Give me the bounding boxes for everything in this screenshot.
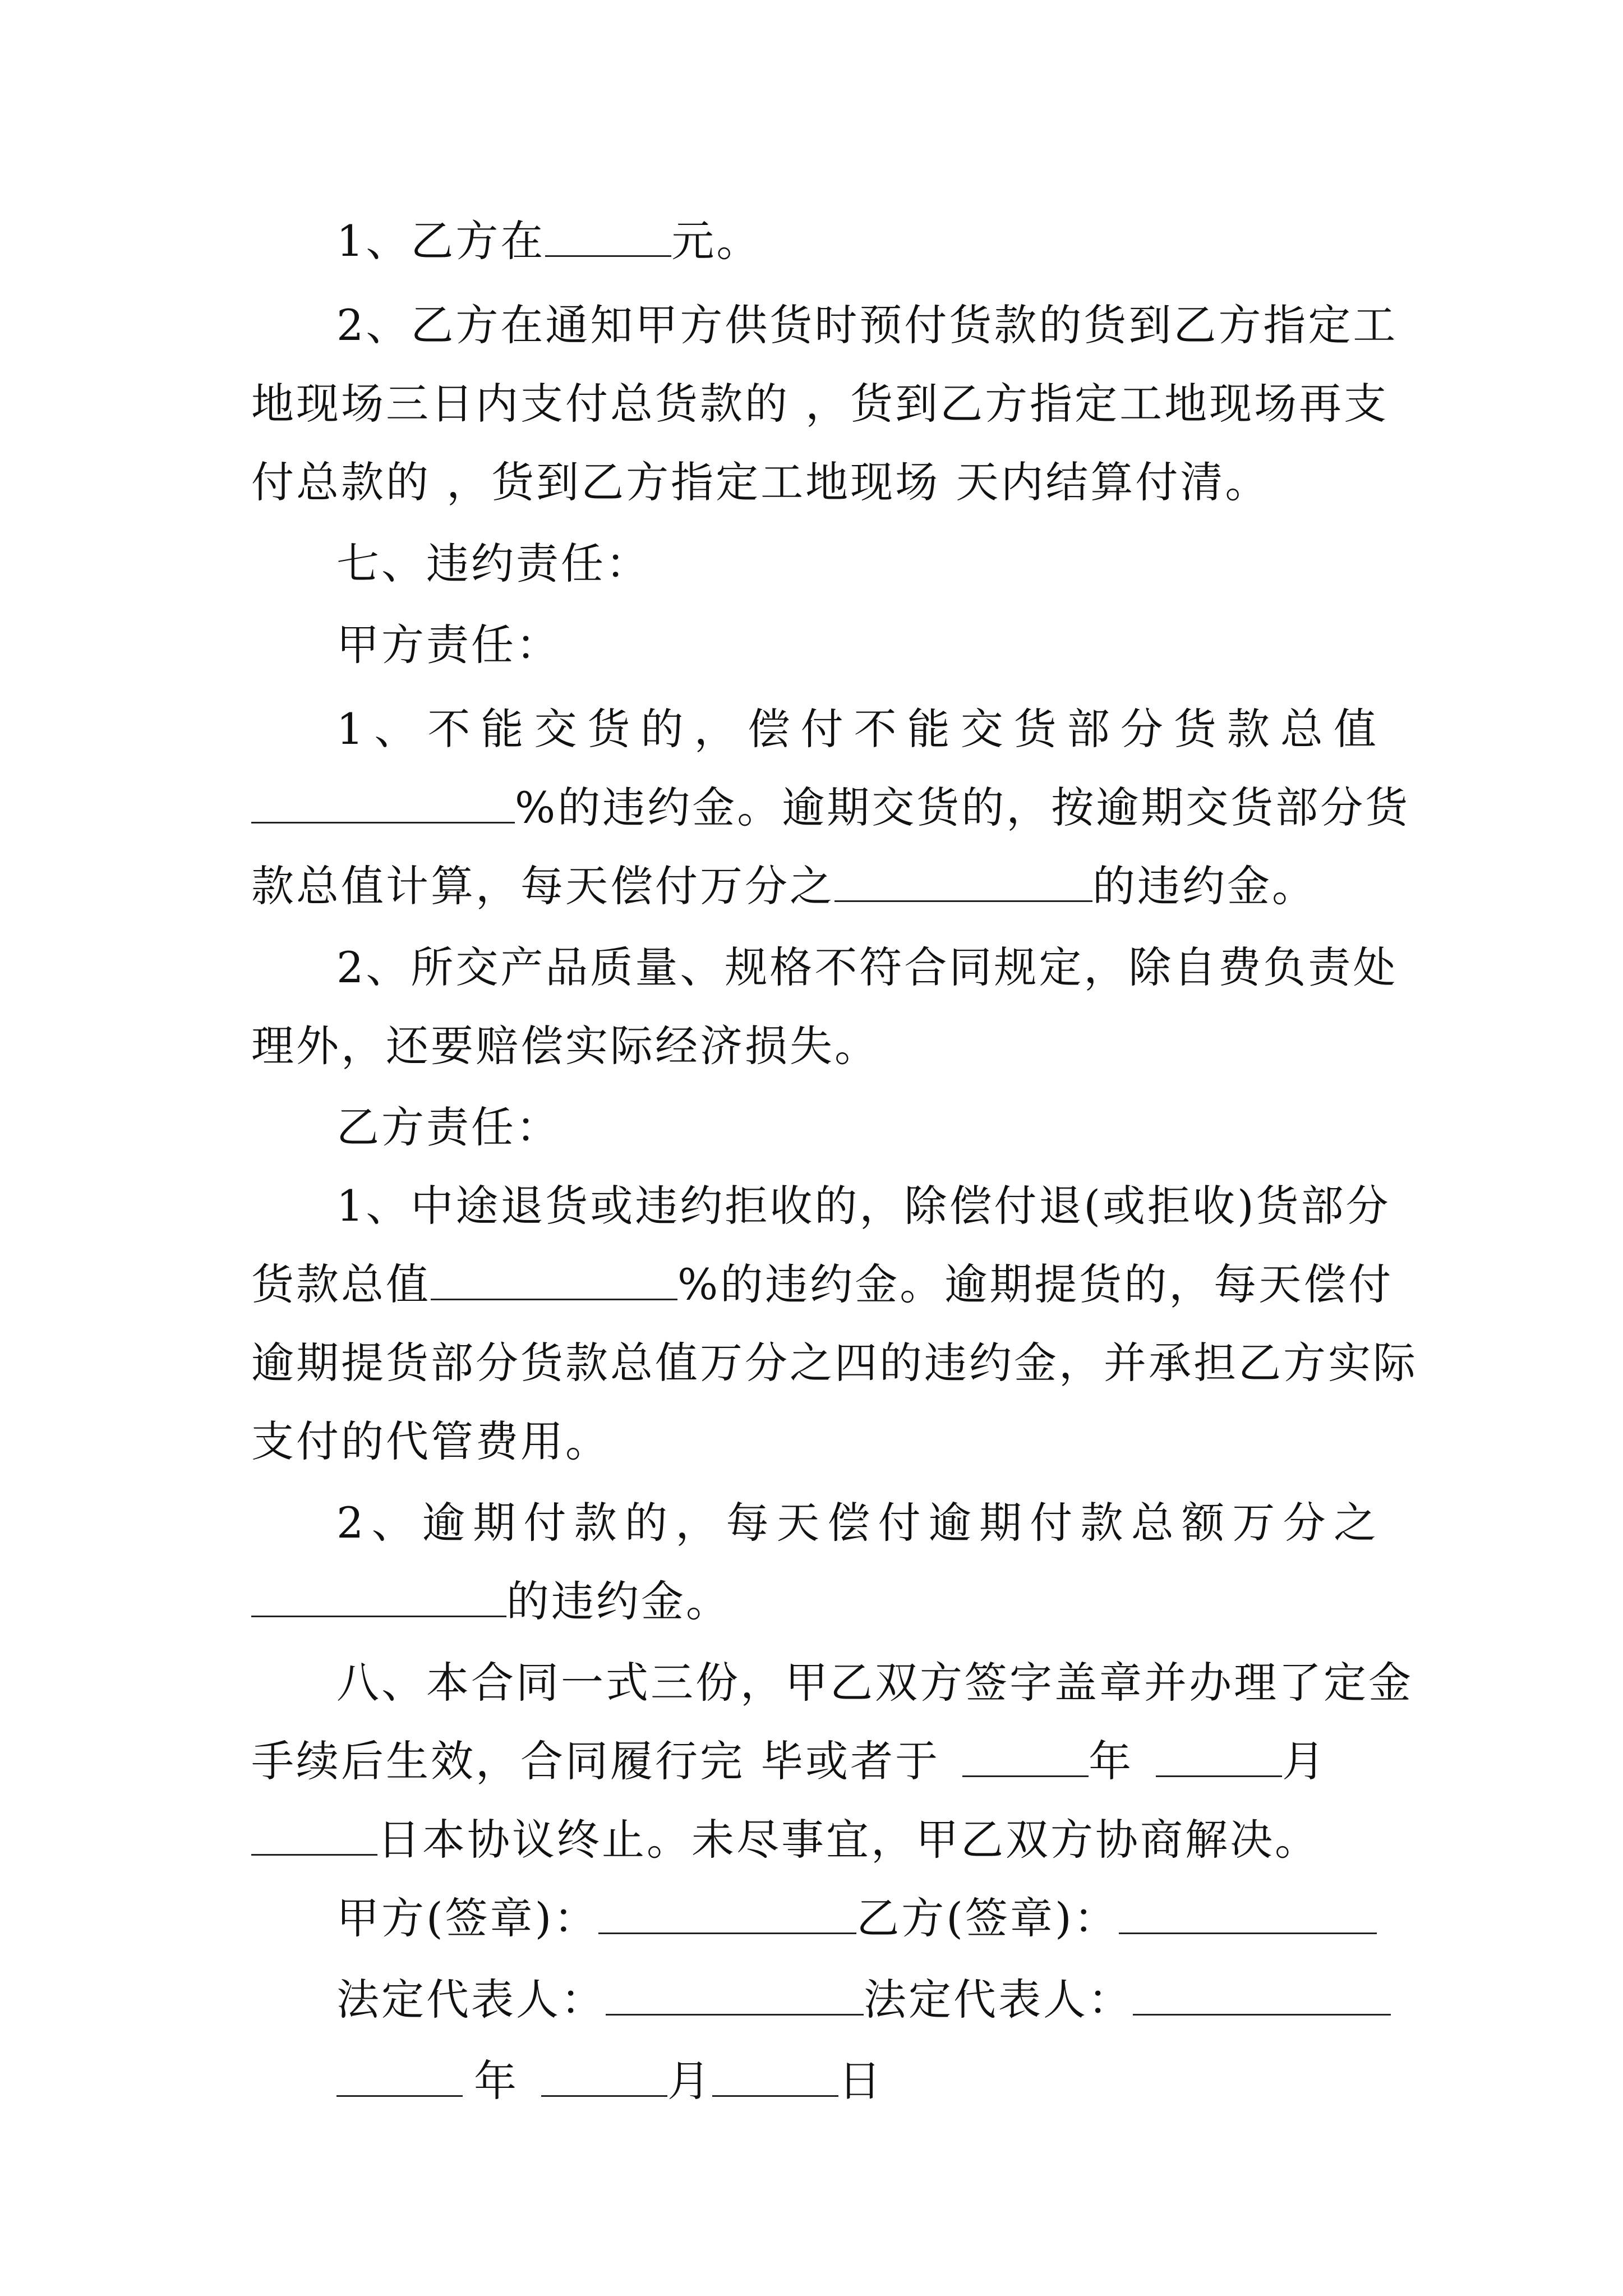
justified-char: 不	[427, 704, 473, 754]
justified-char: 货	[1013, 704, 1059, 754]
party-b-rep-label: 法定代表人：	[864, 1975, 1133, 2024]
party-b-responsibility-heading: 乙方责任：	[336, 1102, 561, 1152]
justified-char: 分	[1283, 1498, 1328, 1548]
party-b-rep-blank	[1133, 1964, 1391, 2016]
justified-char: 万	[1232, 1498, 1278, 1548]
justified-char: 期	[473, 1498, 518, 1548]
party-a-item-1-line-3	[251, 844, 1378, 928]
signature-row-seal	[336, 1876, 1378, 1961]
date-day-label: 日	[838, 2056, 883, 2106]
justified-char: 能	[481, 704, 526, 754]
party-b-item-1-line-3: 逾期提货部分货款总值万分之四的违约金，并承担乙方实际	[251, 1338, 1418, 1388]
justified-char: 、	[374, 704, 419, 754]
clause-8-year-label: 年	[1089, 1736, 1134, 1786]
payment-item-2-line-3: 付总款的 ，货到乙方指定工地现场 天内结算付清。	[251, 457, 1270, 507]
party-a-item-1-line-3-text-b: 的违约金。	[1092, 861, 1317, 911]
justified-char: 能	[907, 704, 952, 754]
party-b-item-1-line-2-text-b: %的违约金。逾期提货的，每天偿付	[677, 1259, 1394, 1309]
date-month-label: 月	[667, 2056, 712, 2106]
payment-item-1	[336, 199, 1378, 283]
blank-field	[545, 206, 671, 257]
party-b-item-1-line-2	[251, 1243, 1394, 1327]
payment-item-2-line-2: 地现场三日内支付总货款的 ，货到乙方指定工地现场再支	[251, 379, 1389, 429]
party-a-sign-label: 甲方(签章)：	[336, 1893, 599, 1943]
clause-8-line-3-text: 日本协议终止。未尽事宜，甲乙双方协商解决。	[377, 1815, 1320, 1865]
justified-char: 货	[1173, 704, 1219, 754]
justified-char: 部	[1067, 704, 1112, 754]
justified-char: 付	[878, 1498, 923, 1548]
justified-char: 交	[534, 704, 579, 754]
section-heading-breach: 七、违约责任：	[336, 539, 651, 588]
justified-char: ，	[694, 704, 739, 754]
day-blank	[712, 2046, 838, 2097]
blank-field	[251, 1805, 377, 1856]
party-a-responsibility-heading: 甲方责任：	[336, 620, 561, 670]
party-a-item-1-line-2	[251, 766, 1410, 850]
signature-row-representative	[336, 1958, 1378, 2042]
clause-8-line-3	[251, 1798, 1378, 1882]
year-blank	[336, 2046, 463, 2097]
blank-field	[251, 1566, 506, 1617]
month-blank	[541, 2046, 667, 2097]
party-a-rep-label: 法定代表人：	[336, 1975, 606, 2024]
party-a-sign-blank	[598, 1883, 856, 1934]
justified-char: 偿	[827, 1498, 873, 1548]
justified-char: 交	[960, 704, 1006, 754]
clause-8-line-2-text: 手续后生效，合同履行完 毕或者于	[251, 1736, 940, 1786]
justified-char: 总	[1280, 704, 1325, 754]
justified-char: 逾	[422, 1498, 467, 1548]
justified-char: 偿	[747, 704, 792, 754]
justified-char: 逾	[928, 1498, 974, 1548]
party-a-item-1-line-3-text-a: 款总值计算，每天偿付万分之	[251, 861, 834, 911]
signature-date-row	[336, 2039, 1378, 2123]
blank-field	[834, 851, 1092, 902]
justified-char: 2	[336, 1498, 366, 1548]
party-b-item-2-line-2	[251, 1559, 1378, 1644]
justified-char: 款	[1227, 704, 1272, 754]
date-year-label: 年	[474, 2056, 519, 2106]
blank-field	[962, 1726, 1089, 1777]
clause-8-month-label: 月	[1282, 1736, 1327, 1786]
justified-char: 总	[1131, 1498, 1176, 1548]
party-b-sign-label: 乙方(签章)：	[856, 1893, 1119, 1943]
justified-char: 额	[1182, 1498, 1227, 1548]
blank-field	[431, 1249, 677, 1300]
party-a-item-2-line-1: 2、所交产品质量、规格不符合同规定，除自费负责处	[336, 942, 1398, 992]
party-a-item-1-line-2-text: %的违约金。逾期交货的，按逾期交货部分货	[515, 783, 1410, 832]
justified-char: 付	[523, 1498, 569, 1548]
justified-char: 的	[640, 704, 686, 754]
justified-char: 分	[1120, 704, 1165, 754]
justified-char: 款	[1080, 1498, 1126, 1548]
justified-char: 货	[587, 704, 633, 754]
justified-char: 不	[854, 704, 899, 754]
justified-char: 、	[371, 1498, 417, 1548]
payment-item-1-text-b: 元。	[671, 216, 762, 266]
party-a-item-2-line-2: 理外，还要赔偿实际经济损失。	[251, 1021, 879, 1071]
justified-char: 之	[1333, 1498, 1378, 1548]
justified-char: 款	[574, 1498, 619, 1548]
party-b-item-1-line-4: 支付的代管费用。	[251, 1416, 610, 1466]
justified-char: 值	[1333, 704, 1378, 754]
clause-8-line-1: 八、本合同一式三份，甲乙双方签字盖章并办理了定金	[336, 1658, 1413, 1708]
justified-char: 1	[336, 704, 366, 754]
justified-char: 期	[979, 1498, 1025, 1548]
justified-char: ，	[675, 1498, 721, 1548]
justified-char: 付	[800, 704, 846, 754]
payment-item-1-text-a: 1、乙方在	[336, 216, 546, 266]
party-b-item-2-line-2-text: 的违约金。	[506, 1576, 731, 1626]
party-a-item-1-line-1	[336, 687, 1378, 771]
justified-char: 付	[1030, 1498, 1075, 1548]
payment-item-2-line-1: 2、乙方在通知甲方供货时预付货款的货到乙方指定工	[336, 300, 1398, 350]
clause-8-line-2	[251, 1719, 1378, 1803]
party-a-rep-blank	[606, 1964, 864, 2016]
justified-char: 的	[625, 1498, 670, 1548]
justified-char: 天	[776, 1498, 822, 1548]
party-b-item-1-line-2-text-a: 货款总值	[251, 1259, 431, 1309]
blank-field	[251, 772, 515, 823]
blank-field	[1156, 1726, 1282, 1777]
justified-char: 每	[726, 1498, 771, 1548]
party-b-sign-blank	[1119, 1883, 1377, 1934]
party-b-item-1-line-1: 1、中途退货或违约拒收的，除偿付退(或拒收)货部分	[336, 1181, 1391, 1231]
party-b-item-2-line-1	[336, 1481, 1378, 1565]
